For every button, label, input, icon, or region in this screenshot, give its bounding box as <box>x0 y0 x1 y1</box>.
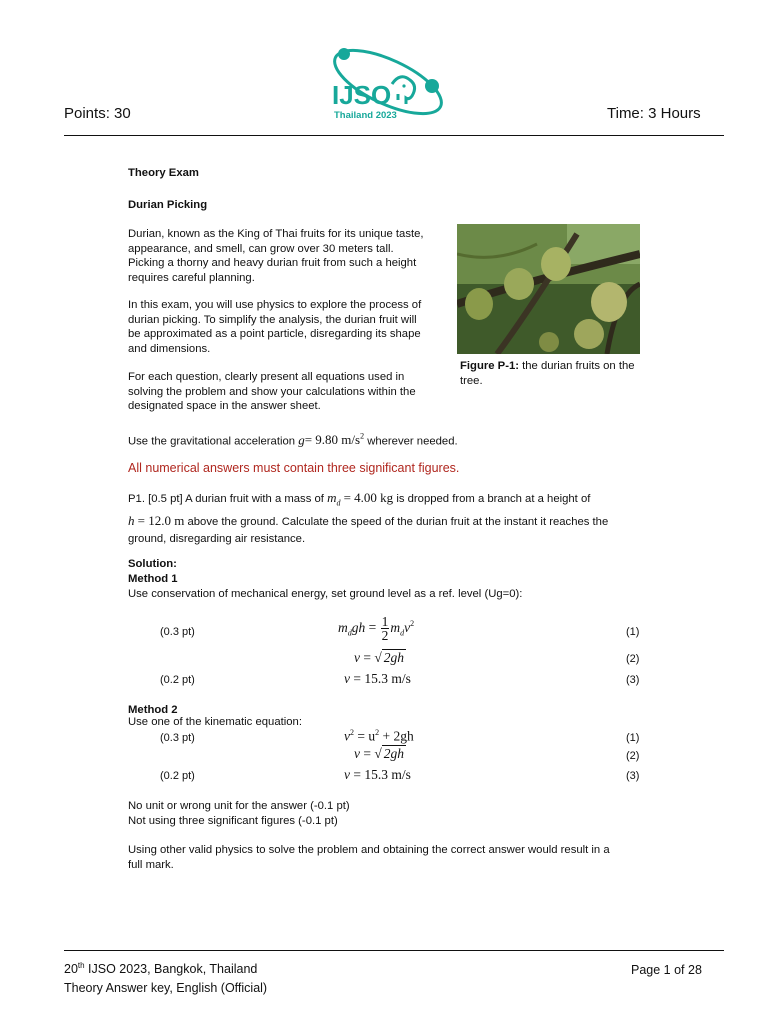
footer-event-num: 20 <box>64 962 78 977</box>
eq-number-2-m2: (2) <box>626 750 640 762</box>
ijso-logo-graphic <box>318 42 450 124</box>
footer-event <box>64 961 257 976</box>
gravity-symbol: g <box>298 432 305 448</box>
gravity-statement <box>128 430 458 449</box>
points-eq3: (0.2 pt) <box>160 674 195 686</box>
points-label: Points: 30 <box>64 105 131 122</box>
eq-number-1: (1) <box>626 626 640 638</box>
durian-tree-image <box>457 224 640 354</box>
method2-label: Method 2 <box>128 704 178 716</box>
height-value: = 12.0 m <box>137 513 185 529</box>
footer-event-sup: th <box>77 961 85 970</box>
method1-description: Use conservation of mechanical energy, set ground level as a ref. level (Ug=0): <box>128 588 523 600</box>
problem-p1 <box>128 491 648 546</box>
figure-label: Figure P-1: <box>460 360 519 372</box>
closing-note <box>128 843 648 872</box>
mass-symbol: $m_d$ <box>327 490 341 508</box>
intro-paragraph-2 <box>128 298 448 356</box>
figure-caption-text: the durian fruits on the tree. <box>460 360 635 387</box>
exam-title: Theory Exam <box>128 167 199 179</box>
speed-result-m2: v = 15.3 m/s <box>344 767 411 782</box>
header-rule <box>64 135 724 136</box>
intro-line: solving the problem and show your calculations within the <box>128 385 416 398</box>
intro-line: designated space in the answer sheet. <box>128 400 321 413</box>
footer-rule <box>64 950 724 951</box>
solution-label: Solution: <box>128 558 177 570</box>
eq-number-3: (3) <box>626 674 640 686</box>
eq-number-2: (2) <box>626 653 640 665</box>
intro-paragraph-3 <box>128 370 448 414</box>
penalty-sigfig: Not using three significant figures (-0.1 pt) <box>128 815 338 827</box>
intro-line: be approximated as a point particle, disregarding its shape <box>128 328 421 341</box>
speed-formula-m2: v = √ 2gh <box>354 746 405 761</box>
ijso-logo <box>318 42 450 124</box>
p1-text: above the ground. Calculate the speed of the durian fruit at the instant it reaches the <box>184 516 609 529</box>
mass-value: = 4.00 kg <box>343 490 394 505</box>
intro-paragraph-1 <box>128 227 448 285</box>
speed-result-value: = 15.3 m/s <box>353 767 411 782</box>
gravity-text-pre: Use the gravitational acceleration <box>128 435 299 448</box>
intro-line: Durian, known as the King of Thai fruits for its unique taste, <box>128 228 424 240</box>
kinematic-part: = u <box>357 728 376 744</box>
p1-line-2 <box>128 514 648 530</box>
p1-line-1 <box>128 491 648 511</box>
gravity-value-text: = 9.80 m/s <box>304 432 361 448</box>
method1-label: Method 1 <box>128 573 178 585</box>
intro-line: Picking a thorny and heavy durian fruit from such a height <box>128 257 417 270</box>
gravity-value: = 9.80 $m/s^2$ <box>304 432 365 448</box>
penalty-unit: No unit or wrong unit for the answer (-0.1 pt) <box>128 800 350 812</box>
closing-line: Using other valid physics to solve the problem and obtaining the correct answer would result in a <box>128 844 610 856</box>
intro-line: appearance, and smell, can grow over 30 meters tall. <box>128 242 394 255</box>
figure-caption <box>460 359 640 388</box>
footer-event-text: IJSO 2023, Bangkok, Thailand <box>84 962 258 977</box>
method2-description: Use one of the kinematic equation: <box>128 716 302 728</box>
logo-text: IJSO <box>332 80 392 110</box>
sig-fig-note: All numerical answers must contain three significant figures. <box>128 461 460 475</box>
closing-line: full mark. <box>128 858 174 871</box>
speed-result: v = 15.3 m/s <box>344 671 411 686</box>
points-eq3-m2: (0.2 pt) <box>160 770 195 782</box>
points-eq1-m2: (0.3 pt) <box>160 732 195 744</box>
durian-photo <box>457 224 640 354</box>
height-symbol: h <box>128 513 135 529</box>
p1-line-3: ground, disregarding air resistance. <box>128 532 306 545</box>
p1-text: P1. [0.5 pt] A durian fruit with a mass of <box>128 493 328 505</box>
intro-line: requires careful planning. <box>128 271 255 284</box>
speed-result-value: = 15.3 m/s <box>353 671 411 686</box>
time-label: Time: 3 Hours <box>607 105 701 122</box>
kinematic-equation: $v^2 = u^2 + 2gh$ <box>344 728 414 744</box>
intro-line: For each question, clearly present all equations used in <box>128 371 405 383</box>
points-eq1: (0.3 pt) <box>160 626 195 638</box>
problem-title: Durian Picking <box>128 199 208 211</box>
eq-number-3-m2: (3) <box>626 770 640 782</box>
eq-number-1-m2: (1) <box>626 732 640 744</box>
p1-text: is dropped from a branch at a height of <box>393 493 591 505</box>
energy-equation: $m_dgh$ = $\frac{1}{2}$ $m_dv^2$ <box>338 614 415 643</box>
logo-subtext: Thailand 2023 <box>334 110 397 121</box>
page-number: Page 1 of 28 <box>631 963 702 977</box>
intro-line: durian picking. To simplify the analysis, the durian fruit will <box>128 313 417 326</box>
gravity-text-post: wherever needed. <box>364 435 458 448</box>
speed-formula: v = √ 2gh <box>354 650 405 665</box>
intro-line: In this exam, you will use physics to explore the process of <box>128 299 422 311</box>
footer-answer-key: Theory Answer key, English (Official) <box>64 981 268 995</box>
kinematic-tail: + 2gh <box>379 728 414 744</box>
intro-line: and dimensions. <box>128 342 211 355</box>
